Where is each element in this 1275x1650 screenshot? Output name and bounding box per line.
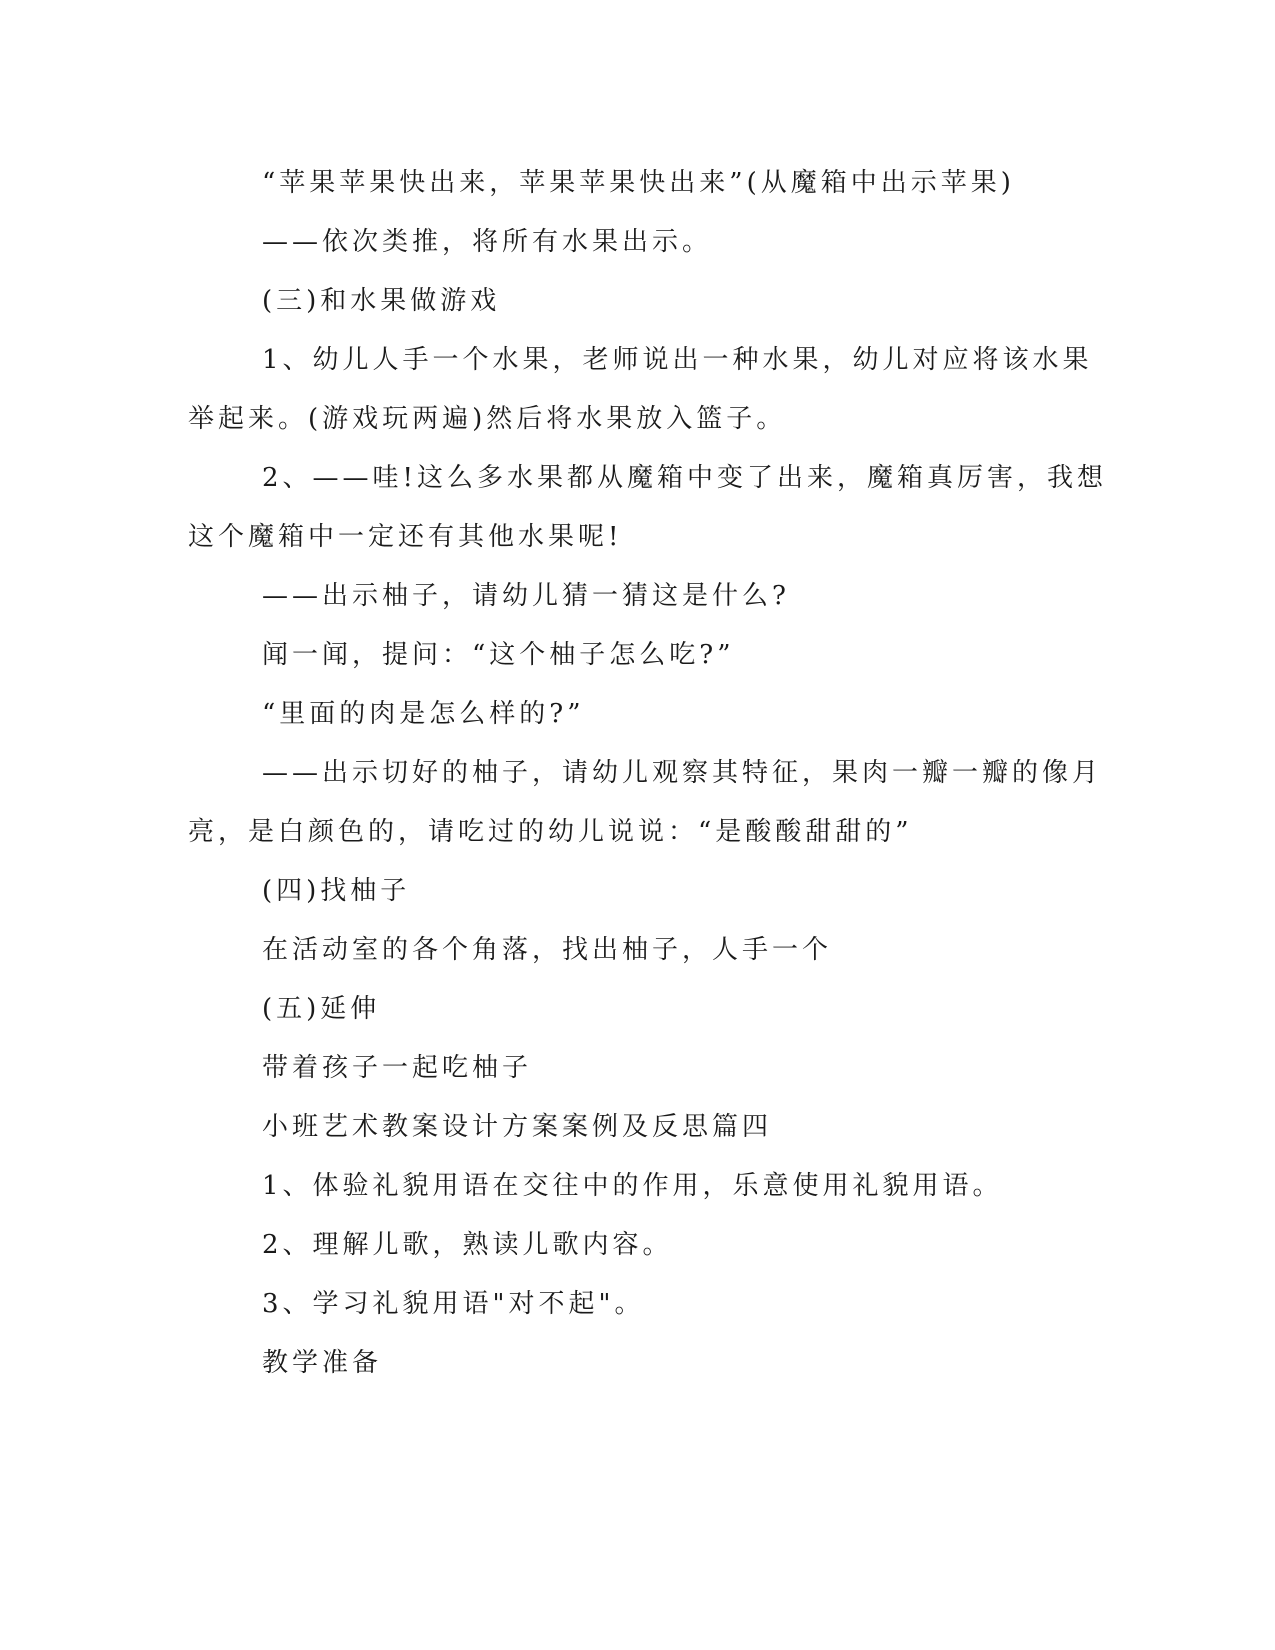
- document-title: 小班艺术教案设计方案案例及反思篇四: [262, 1112, 773, 1142]
- text-line: 1、体验礼貌用语在交往中的作用，乐意使用礼貌用语。: [262, 1171, 1003, 1201]
- text-line: 2、理解儿歌，熟读儿歌内容。: [262, 1230, 673, 1260]
- text-line: “里面的肉是怎么样的?”: [262, 699, 585, 729]
- section-heading: 教学准备: [262, 1348, 383, 1378]
- section-heading: (三)和水果做游戏: [262, 286, 501, 316]
- text-line: 闻一闻，提问：“这个柚子怎么吃?”: [262, 640, 735, 670]
- text-line: 带着孩子一起吃柚子: [262, 1053, 533, 1083]
- text-line: 这个魔箱中一定还有其他水果呢!: [188, 522, 623, 552]
- text-line: ——依次类推，将所有水果出示。: [262, 227, 713, 257]
- text-line: 在活动室的各个角落，找出柚子，人手一个: [262, 935, 833, 965]
- text-line: 亮，是白颜色的，请吃过的幼儿说说：“是酸酸甜甜的”: [188, 817, 913, 847]
- text-line: 3、学习礼貌用语"对不起"。: [262, 1289, 645, 1319]
- section-heading: (四)找柚子: [262, 876, 411, 906]
- text-line: ——出示切好的柚子，请幼儿观察其特征，果肉一瓣一瓣的像月: [262, 758, 1103, 788]
- text-line: 举起来。(游戏玩两遍)然后将水果放入篮子。: [188, 404, 787, 434]
- text-line: 2、——哇!这么多水果都从魔箱中变了出来，魔箱真厉害，我想: [262, 463, 1107, 493]
- text-line: ——出示柚子，请幼儿猜一猜这是什么?: [262, 581, 790, 611]
- text-line: 1、幼儿人手一个水果，老师说出一种水果，幼儿对应将该水果: [262, 345, 1093, 375]
- text-line: “苹果苹果快出来，苹果苹果快出来”(从魔箱中出示苹果): [262, 168, 1015, 198]
- section-heading: (五)延伸: [262, 994, 381, 1024]
